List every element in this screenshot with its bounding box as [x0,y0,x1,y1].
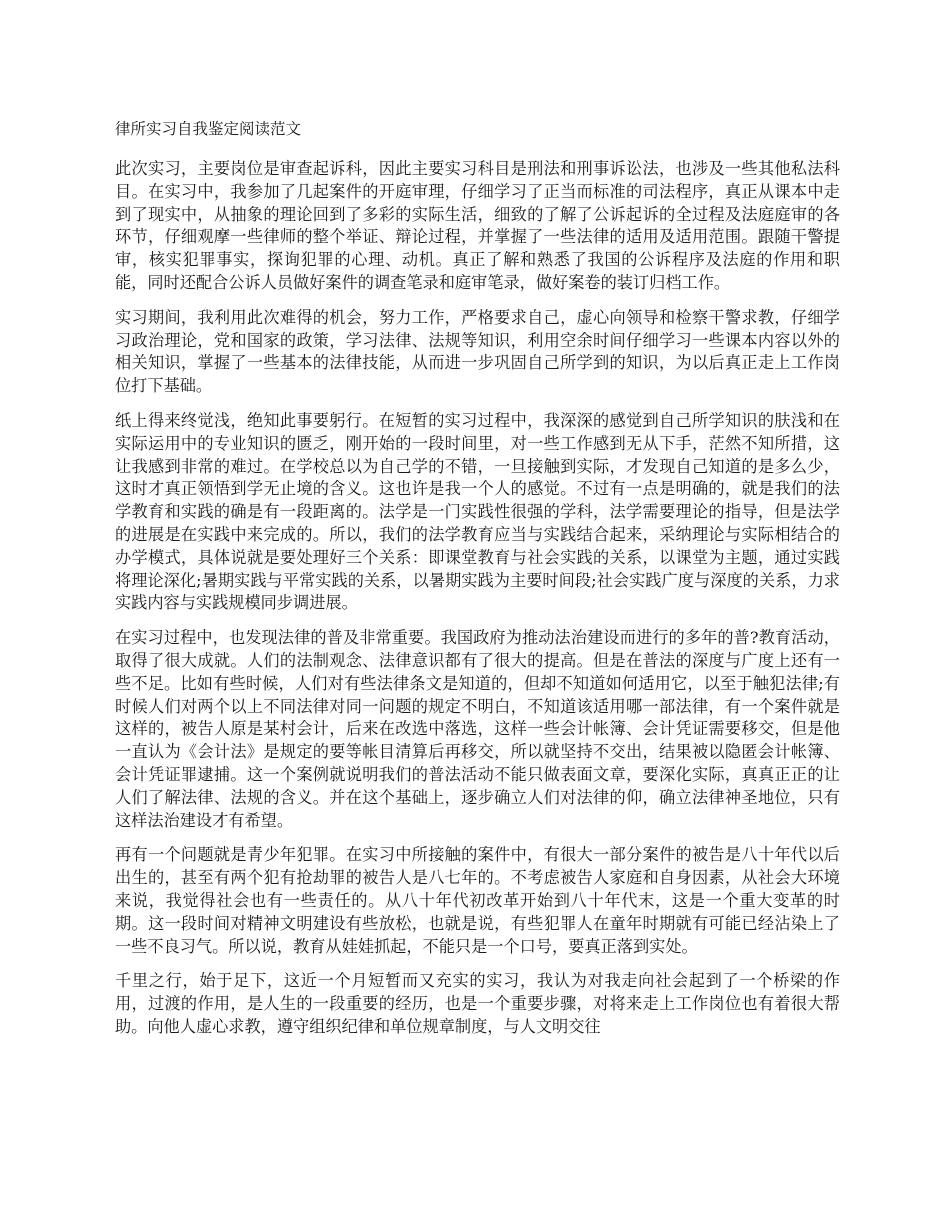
paragraph-youth-crime: 再有一个问题就是青少年犯罪。在实习中所接触的案件中，有很大一部分案件的被告是八十年代以后出生的，甚至有两个犯有抢劫罪的被告人是八七年的。不考虑被告人家庭和自身因素，从社会大环境来说，我觉得社会也有一些责任的。从八十年代初改革开始到八十年代末，这是一个重大变革的时期。这一段时间对精神文明建设有些放松，也就是说，有些犯罪人在童年时期就有可能已经沾染上了一些不良习气。所以说，教育从娃娃抓起，不能只是一个口号，要真正落到实处。 [115,845,840,956]
paragraph-internship-period: 实习期间，我利用此次难得的机会，努力工作，严格要求自己，虚心向领导和检察干警求教，仔细学习政治理论，党和国家的政策，学习法律、法规等知识，利用空余时间仔细学习一些课本内容以外的相关知识，掌握了一些基本的法律技能，从而进一步巩固自己所学到的知识，为以后真正走上工作岗位打下基础。 [115,307,840,396]
paragraph-conclusion: 千里之行，始于足下，这近一个月短暂而又充实的实习，我认为对我走向社会起到了一个桥梁的作用，过渡的作用，是人生的一段重要的经历，也是一个重要步骤，对将来走上工作岗位也有着很大帮助。向他人虚心求教，遵守组织纪律和单位规章制度，与人文明交往 [115,971,840,1036]
document-title: 律所实习自我鉴定阅读范文 [115,120,302,138]
paragraph-law-popularization: 在实习过程中，也发现法律的普及非常重要。我国政府为推动法治建设而进行的多年的普?教育活动，取得了很大成就。人们的法制观念、法律意识都有了很大的提高。但是在普法的深度与广度上还有一些不足。比如有些时候，人们对有些法律条文是知道的，但却不知道如何适用它，以至于触犯法律;有时候人们对两个以上不同法律对同一问题的规定不明白，不知道该适用哪一部法律，有一个案件就是这样的，被告人原是某村会计，后来在改选中落选，这样一些会计帐簿、会计凭证需要移交，但是他一直认为《会计法》是规定的要等帐目清算后再移交，所以就坚持不交出，结果被以隐匿会计帐簿、会计凭证罪逮捕。这一个案例就说明我们的普法活动不能只做表面文章，要深化实际，真真正正的让人们了解法律、法规的含义。并在这个基础上，逐步确立人们对法律的仰，确立法律神圣地位，只有这样法治建设才有希望。 [115,628,840,830]
document-page [115,118,840,1051]
paragraph-practice-reflection: 纸上得来终觉浅，绝知此事要躬行。在短暂的实习过程中，我深深的感觉到自己所学知识的肤浅和在实际运用中的专业知识的匮乏，刚开始的一段时间里，对一些工作感到无从下手，茫然不知所措，这让我感到非常的难过。在学校总以为自己学的不错，一旦接触到实际，才发现自己知道的是多么少，这时才真正领悟到学无止境的含义。这也许是我一个人的感觉。不过有一点是明确的，就是我们的法学教育和实践的确是有一段距离的。法学是一门实践性很强的学科，法学需要理论的指导，但是法学的进展是在实践中来完成的。所以，我们的法学教育应当与实践结合起来，采纳理论与实际相结合的办学模式，具体说就是要处理好三个关系：即课堂教育与社会实践的关系，以课堂为主题，通过实践将理论深化;暑期实践与平常实践的关系，以暑期实践为主要时间段;社会实践广度与深度的关系，力求实践内容与实践规模同步调进展。 [115,410,840,613]
paragraph-internship-role: 此次实习，主要岗位是审查起诉科，因此主要实习科目是刑法和刑事诉讼法，也涉及一些其他私法科目。在实习中，我参加了几起案件的开庭审理，仔细学习了正当而标准的司法程序，真正从课本中走到了现实中，从抽象的理论回到了多彩的实际生活，细致的了解了公诉起诉的全过程及法庭庭审的各环节，仔细观摩一些律师的整个举证、辩论过程，并掌握了一些法律的适用及适用范围。跟随干警提审，核实犯罪事实，探询犯罪的心理、动机。真正了解和熟悉了我国的公诉程序及法庭的作用和职能，同时还配合公诉人员做好案件的调查笔录和庭审笔录，做好案卷的装订归档工作。 [115,159,840,292]
